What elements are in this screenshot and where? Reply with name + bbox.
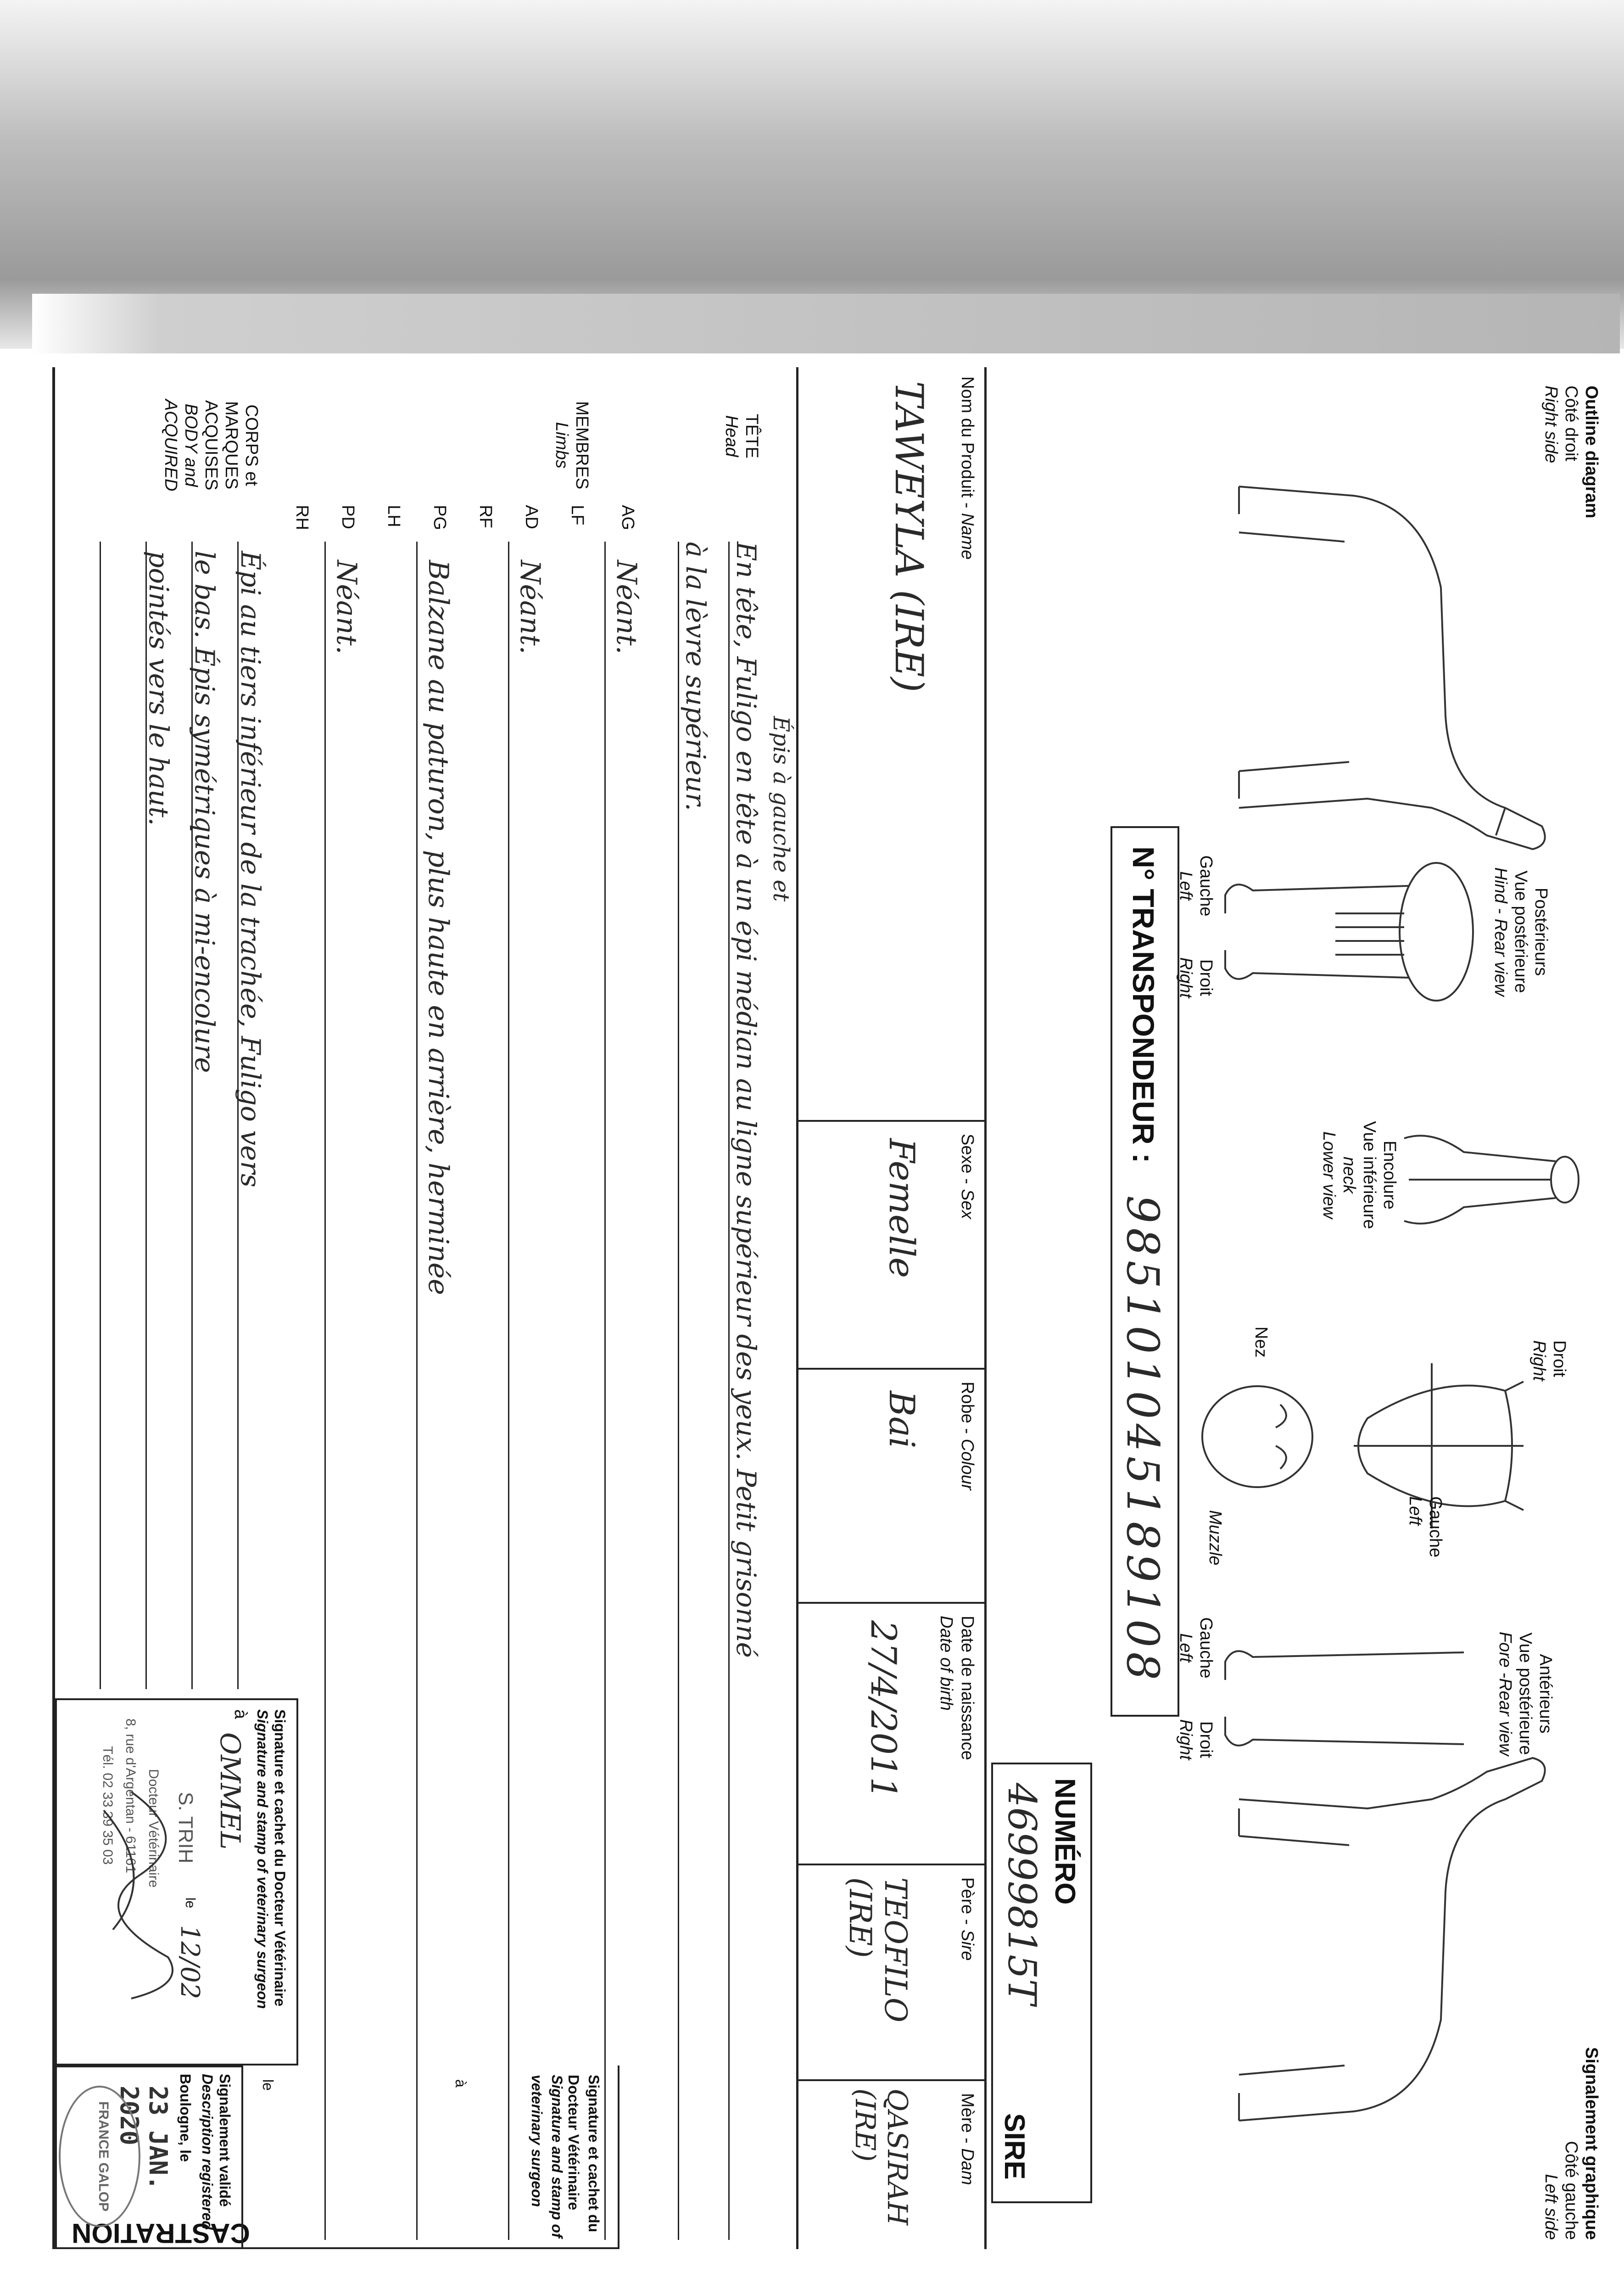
fore-droit-en: Right [1176, 1719, 1195, 1760]
neck-fr2: Vue inférieure [1360, 1121, 1379, 1229]
leg-code-rh: RH [292, 505, 312, 530]
outline-title: Outline diagram [1582, 386, 1601, 519]
pg-value[interactable]: Balzane au paturon, plus haute en arrière, herminée [422, 560, 454, 1295]
sex-field [801, 1125, 982, 1368]
head-text-3[interactable]: à la lèvre supérieur. [680, 542, 711, 812]
neck-en: neck [1339, 1156, 1359, 1194]
hind-droit-en: Right [1176, 957, 1195, 998]
sire-value-name[interactable]: TEOFILO (IRE) [843, 1877, 913, 2023]
left-side-en: Left side [1541, 2174, 1561, 2240]
validation-stamp-seal [59, 2086, 140, 2227]
hind-droit-fr: Droit [1196, 959, 1216, 996]
vet-stamp-line3: 8, rue d'Argentan - 61161 [123, 1718, 138, 1874]
fore-legs-rear-view-icon [1216, 1616, 1473, 1781]
body-fr2: MARQUES [222, 401, 241, 490]
vet-date-prefix: le [183, 1898, 198, 1909]
neck-fr: Encolure [1380, 1141, 1399, 1209]
head-text-1[interactable]: Épis à gauche et [768, 716, 794, 902]
sire-field [801, 1868, 982, 2079]
body-en2: ACQUIRED [161, 399, 180, 492]
hind-left [1176, 845, 1216, 927]
form-bottom-rule [52, 367, 55, 2249]
pg-rule [416, 542, 418, 2240]
dam-field [801, 2084, 982, 2249]
name-field [801, 367, 982, 1120]
fore-gauche-en: Left [1176, 1633, 1195, 1662]
hind-right [1176, 936, 1216, 1019]
castration-sig-fr: Signature et cachet du Docteur Vétérinaire [565, 2075, 602, 2233]
body-text-3[interactable]: pointés vers le haut. [143, 551, 174, 826]
head-fr: TÊTE [742, 414, 761, 459]
limbs-fr: MEMBRES [572, 401, 592, 490]
neck-view-label [1319, 1079, 1400, 1271]
fore-left [1176, 1606, 1216, 1689]
right-side-en: Right side [1541, 386, 1561, 463]
hind-fr: Postérieurs [1531, 887, 1551, 976]
ag-value[interactable]: Néant. [610, 560, 642, 655]
vet-place-prefix: à [231, 1709, 250, 1719]
dam-value[interactable]: QASIRAH (IRE) [849, 2088, 913, 2226]
divider-4 [798, 1864, 987, 1865]
transponder-label: N° TRANSPONDEUR : [1127, 846, 1161, 1164]
fore-droit-fr: Droit [1196, 1721, 1216, 1758]
head-droit-en: Right [1529, 1340, 1549, 1381]
vet-stamp-name: S. TRIH [174, 1792, 197, 1864]
divider-2 [798, 1368, 987, 1370]
fore-gauche-fr: Gauche [1196, 1617, 1216, 1679]
fore-right [1176, 1698, 1216, 1781]
muzzle-icon [1184, 1377, 1322, 1496]
colour-field [801, 1372, 982, 1602]
sire-label: SIRE [999, 2113, 1030, 2180]
vet-signature-scribble [85, 1783, 223, 2012]
neck-lower-view-icon [1400, 1102, 1583, 1258]
sex-label-en: Sex [958, 1189, 977, 1219]
leg-code-ag: AG [618, 505, 637, 530]
identity-top-rule [984, 367, 987, 2249]
dob-value[interactable]: 27/4/2011 [863, 1620, 904, 1799]
castration-a: à [452, 2079, 469, 2088]
leg-code-lh: LH [384, 505, 403, 527]
identification-form [50, 367, 1620, 2249]
vet-stamp-line2: Docteur Vétérinaire [146, 1769, 161, 1888]
sire-number-box [991, 1763, 1092, 2203]
validation-en: Description registered [199, 2074, 216, 2230]
vet-place-value[interactable]: OMMEL [214, 1732, 246, 1850]
validation-date: 23 JAN. 2020 [115, 2086, 173, 2190]
horse-left-side-icon [1193, 1772, 1560, 2212]
head-droit-fr: Droit [1550, 1340, 1569, 1377]
nez-label: Nez [1251, 1327, 1271, 1358]
validation-box [55, 2066, 243, 2249]
head-left-label [1405, 1496, 1445, 1588]
horse-right-side-icon [1193, 395, 1560, 854]
vet-date-value[interactable]: 12/02 [175, 1925, 205, 1999]
ag-rule [604, 542, 606, 2240]
vet-sig-fr: Signature et cachet du Docteur Vétérinaire [272, 1709, 288, 2007]
body-en: BODY and [181, 403, 201, 487]
muzzle-label: Muzzle [1205, 1510, 1225, 1566]
transponder-value[interactable]: 985101045189108 [1117, 1195, 1168, 1685]
pd-value[interactable]: Néant. [330, 560, 363, 655]
dob-label-fr: Date de naissance [958, 1616, 977, 1760]
limbs-en: Limbs [552, 422, 571, 469]
castration-le: le [260, 2079, 276, 2091]
graphic-title: Signalement graphique [1582, 2047, 1601, 2240]
vet-stamp-line4: Tél. 02 33 39 35 03 [100, 1746, 115, 1865]
vet-signature-box [55, 1698, 298, 2066]
fore-fr2: Vue postérieure [1516, 1632, 1535, 1755]
leg-code-lf: LF [568, 505, 587, 526]
divider-1 [798, 1120, 987, 1122]
right-side-fr: Côté droit [1562, 386, 1581, 461]
castration-title: CASTRATION [72, 2218, 250, 2249]
body-fr3: ACQUISES [201, 400, 221, 491]
body-fr: CORPS et [242, 404, 261, 486]
head-right-label [1529, 1340, 1569, 1441]
hind-fr2: Vue postérieure [1511, 870, 1530, 993]
name-label-en: Name [958, 513, 977, 560]
hind-gauche-en: Left [1176, 871, 1195, 901]
leg-code-ad: AD [522, 505, 541, 529]
colour-label-fr: Robe - [958, 1382, 977, 1439]
leg-code-pd: PD [338, 505, 357, 529]
divider-3 [798, 1602, 987, 1604]
dob-field [801, 1606, 982, 1864]
identity-bottom-rule [796, 367, 798, 2249]
fore-fr: Antérieurs [1536, 1654, 1555, 1734]
dam-label-en: Dam [958, 2148, 977, 2185]
leg-code-rf: RF [476, 505, 495, 528]
ad-value[interactable]: Néant. [514, 560, 546, 655]
body-rule-4 [100, 542, 101, 1689]
head-rule-2 [678, 542, 679, 2240]
sire-value[interactable]: 46999815T [999, 1783, 1044, 2005]
body-text-1[interactable]: Épi au tiers inférieur de la trachée, Fuligo vers [235, 551, 266, 1187]
scan-page-edge [32, 294, 1620, 353]
validation-place: Boulogne, le [177, 2074, 194, 2162]
validation-stamp-text: FRANCE GALOP [96, 2101, 111, 2211]
leg-code-pg: PG [430, 505, 449, 530]
sire-label-en: Sire [958, 1930, 977, 1961]
colour-label-en: Colour [958, 1439, 977, 1490]
vet-sig-en: Signature and stamp of veterinary surgeon [254, 1709, 271, 2009]
hind-view-label [1490, 845, 1551, 1019]
sire-label-fr: Père - [958, 1877, 977, 1930]
ad-rule [508, 542, 509, 2240]
divider-5 [798, 2079, 987, 2081]
limbs-section-label [552, 386, 592, 505]
head-rule-1 [728, 542, 730, 2240]
body-section-label [161, 376, 262, 514]
neck-en2: Lower view [1319, 1131, 1339, 1219]
head-gauche-en: Left [1406, 1496, 1425, 1526]
validation-fr: Signalement validé [217, 2074, 233, 2207]
transponder-box [1111, 826, 1179, 1717]
graphic-title-block [1541, 2010, 1602, 2240]
fore-view-label [1495, 1606, 1556, 1781]
colour-value[interactable]: Bai [882, 1391, 922, 1449]
fore-en: Fore -Rear view [1496, 1631, 1515, 1756]
sex-label-fr: Sexe - [958, 1134, 977, 1189]
body-text-2[interactable]: le bas. Épis symétriques à mi-encolure [189, 551, 220, 1073]
head-gauche-fr: Gauche [1426, 1496, 1445, 1558]
dob-label-en: Date of birth [937, 1616, 956, 1711]
name-value[interactable]: TAWEYLA (IRE) [887, 381, 932, 693]
left-side-fr: Côté gauche [1562, 2141, 1581, 2240]
head-en: Head [722, 415, 741, 457]
dam-label-fr: Mère - [958, 2093, 977, 2149]
numero-label: NUMÉRO [1049, 1778, 1081, 1905]
name-label-fr: Nom du Produit - [958, 376, 977, 513]
castration-sig-en: Signature and stamp of veterinary surgeon [529, 2075, 565, 2238]
head-text-2[interactable]: En tête, Fuligo en tête à un épi médian au ligne supérieur des yeux. Petit grisonné [731, 542, 762, 1658]
hind-en: Hind - Rear view [1491, 867, 1510, 996]
head-section-label [721, 386, 762, 487]
sex-value[interactable]: Femelle [882, 1138, 922, 1278]
pd-rule [324, 542, 326, 2240]
hind-gauche-fr: Gauche [1196, 855, 1216, 917]
hind-legs-rear-view-icon [1216, 849, 1473, 1014]
